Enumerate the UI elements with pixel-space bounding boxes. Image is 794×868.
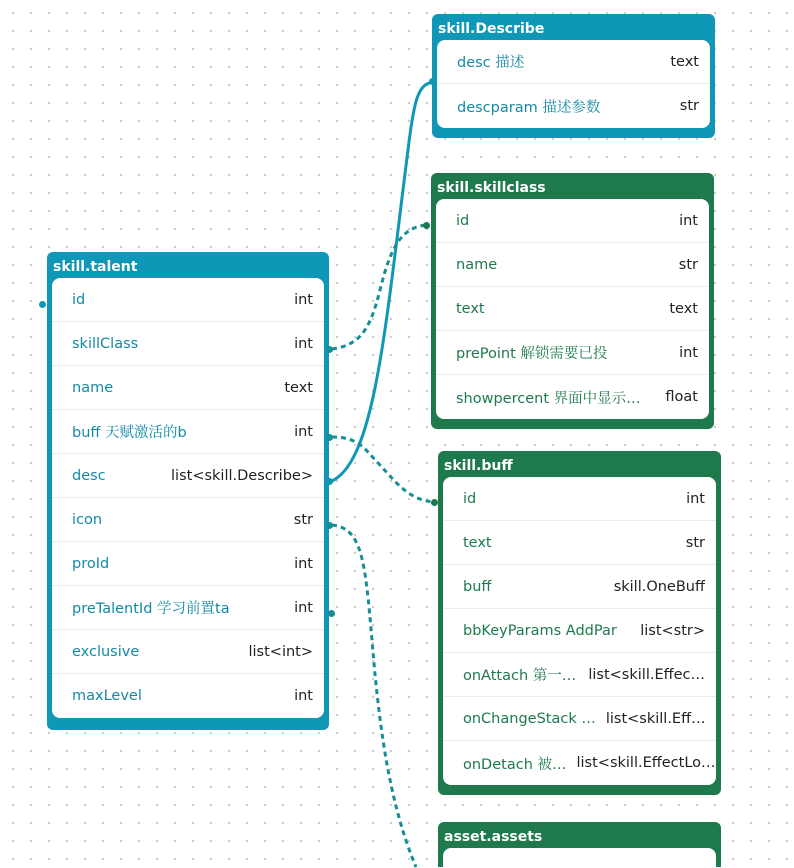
field-row[interactable] bbox=[443, 609, 716, 653]
port-talent-buff-out[interactable] bbox=[326, 434, 333, 441]
field-row[interactable] bbox=[443, 741, 716, 785]
table-title: skill.skillclass bbox=[437, 180, 546, 196]
field-row[interactable] bbox=[443, 697, 716, 741]
field-name: bbKeyParams AddPar bbox=[463, 622, 617, 639]
table-asset-assets[interactable] bbox=[438, 822, 721, 867]
field-type: str bbox=[685, 534, 705, 551]
field-row[interactable] bbox=[52, 322, 324, 366]
port-talent-icon-out[interactable] bbox=[326, 522, 333, 529]
port-talent-skillclass-out[interactable] bbox=[326, 346, 333, 353]
table-title: asset.assets bbox=[444, 829, 543, 845]
field-name: buff 天赋激活的b bbox=[72, 425, 187, 441]
link-desc-to-describe bbox=[332, 82, 433, 481]
field-type: list<skill.Eff… bbox=[605, 710, 706, 727]
field-name: name bbox=[72, 379, 114, 396]
field-row[interactable] bbox=[52, 498, 324, 542]
field-type: int bbox=[686, 490, 705, 507]
field-type: int bbox=[294, 555, 313, 572]
link-buff-to-buff-id bbox=[332, 437, 434, 502]
field-name: icon bbox=[72, 511, 103, 528]
field-name: onDetach 被… bbox=[463, 756, 567, 773]
field-type: list<str> bbox=[640, 622, 705, 639]
field-name: exclusive bbox=[72, 643, 140, 660]
field-type: text bbox=[670, 53, 699, 70]
field-name: text bbox=[463, 534, 492, 551]
field-name: skillClass bbox=[72, 335, 139, 352]
field-name: id bbox=[463, 490, 477, 507]
field-name: onAttach 第一… bbox=[463, 668, 577, 684]
field-type: int bbox=[294, 599, 313, 616]
table-title: skill.buff bbox=[444, 458, 513, 474]
port-talent-pretalentid-out[interactable] bbox=[328, 610, 335, 617]
field-row[interactable] bbox=[443, 565, 716, 609]
field-row[interactable] bbox=[443, 477, 716, 521]
field-type: list<int> bbox=[248, 643, 313, 660]
field-name: name bbox=[456, 256, 498, 273]
field-row[interactable] bbox=[436, 375, 709, 419]
field-type: int bbox=[294, 688, 313, 704]
field-type: text bbox=[669, 300, 698, 317]
field-row[interactable] bbox=[52, 366, 324, 410]
field-name: proId bbox=[72, 555, 110, 572]
field-row[interactable] bbox=[437, 40, 710, 84]
field-row[interactable] bbox=[443, 521, 716, 565]
table-body bbox=[443, 848, 716, 868]
table-title: skill.talent bbox=[53, 259, 138, 275]
field-type: float bbox=[665, 389, 698, 405]
field-row[interactable] bbox=[436, 331, 709, 375]
port-buff-in[interactable] bbox=[431, 499, 438, 506]
field-type: text bbox=[284, 379, 313, 396]
field-row[interactable] bbox=[52, 454, 324, 498]
port-talent-id-in[interactable] bbox=[39, 301, 46, 308]
field-row[interactable] bbox=[52, 630, 324, 674]
field-type: int bbox=[679, 344, 698, 361]
field-row[interactable] bbox=[436, 287, 709, 331]
field-name: prePoint 解锁需要已投 bbox=[456, 346, 608, 362]
field-row[interactable] bbox=[436, 243, 709, 287]
table-title: skill.Describe bbox=[438, 21, 545, 37]
field-row[interactable] bbox=[443, 653, 716, 697]
port-talent-desc-out[interactable] bbox=[326, 478, 333, 485]
table-skill-describe[interactable] bbox=[432, 14, 715, 138]
field-name: maxLevel bbox=[72, 688, 142, 704]
table-body bbox=[437, 40, 710, 128]
field-name: buff bbox=[463, 578, 492, 595]
port-describe-in[interactable] bbox=[429, 78, 436, 85]
field-name: descparam 描述参数 bbox=[457, 99, 601, 116]
field-name: desc 描述 bbox=[457, 55, 525, 71]
field-name: preTalentId 学习前置ta bbox=[72, 601, 230, 617]
link-skillclass-to-skillclass-id bbox=[332, 225, 427, 349]
field-row[interactable] bbox=[52, 410, 324, 454]
table-body bbox=[436, 199, 709, 419]
field-type: int bbox=[294, 423, 313, 440]
field-name: text bbox=[456, 300, 485, 317]
field-type: skill.OneBuff bbox=[613, 578, 705, 595]
port-skillclass-in[interactable] bbox=[423, 222, 430, 229]
table-body bbox=[443, 477, 716, 785]
field-type: int bbox=[294, 335, 313, 352]
table-body bbox=[52, 278, 324, 718]
field-row[interactable] bbox=[436, 199, 709, 243]
field-name: desc bbox=[72, 467, 106, 484]
field-name: id bbox=[72, 291, 86, 308]
field-type: str bbox=[679, 98, 699, 114]
field-row[interactable] bbox=[52, 586, 324, 630]
field-row[interactable] bbox=[437, 84, 710, 128]
link-icon-to-assets bbox=[332, 525, 416, 867]
field-name: onChangeStack … bbox=[463, 710, 596, 727]
field-row[interactable] bbox=[52, 278, 324, 322]
field-type: str bbox=[678, 256, 698, 273]
field-type: list<skill.EffectLo… bbox=[576, 755, 716, 771]
table-skill-talent[interactable] bbox=[47, 252, 329, 730]
table-skill-skillclass[interactable] bbox=[431, 173, 714, 429]
table-skill-buff[interactable] bbox=[438, 451, 721, 795]
field-type: list<skill.Effec… bbox=[588, 666, 705, 683]
field-type: list<skill.Describe> bbox=[171, 467, 313, 484]
field-type: str bbox=[293, 511, 313, 528]
field-name: showpercent 界面中显示… bbox=[456, 390, 641, 407]
field-row[interactable] bbox=[52, 542, 324, 586]
field-type: int bbox=[679, 212, 698, 229]
field-row[interactable] bbox=[52, 674, 324, 718]
field-type: int bbox=[294, 291, 313, 308]
field-name: id bbox=[456, 212, 470, 229]
